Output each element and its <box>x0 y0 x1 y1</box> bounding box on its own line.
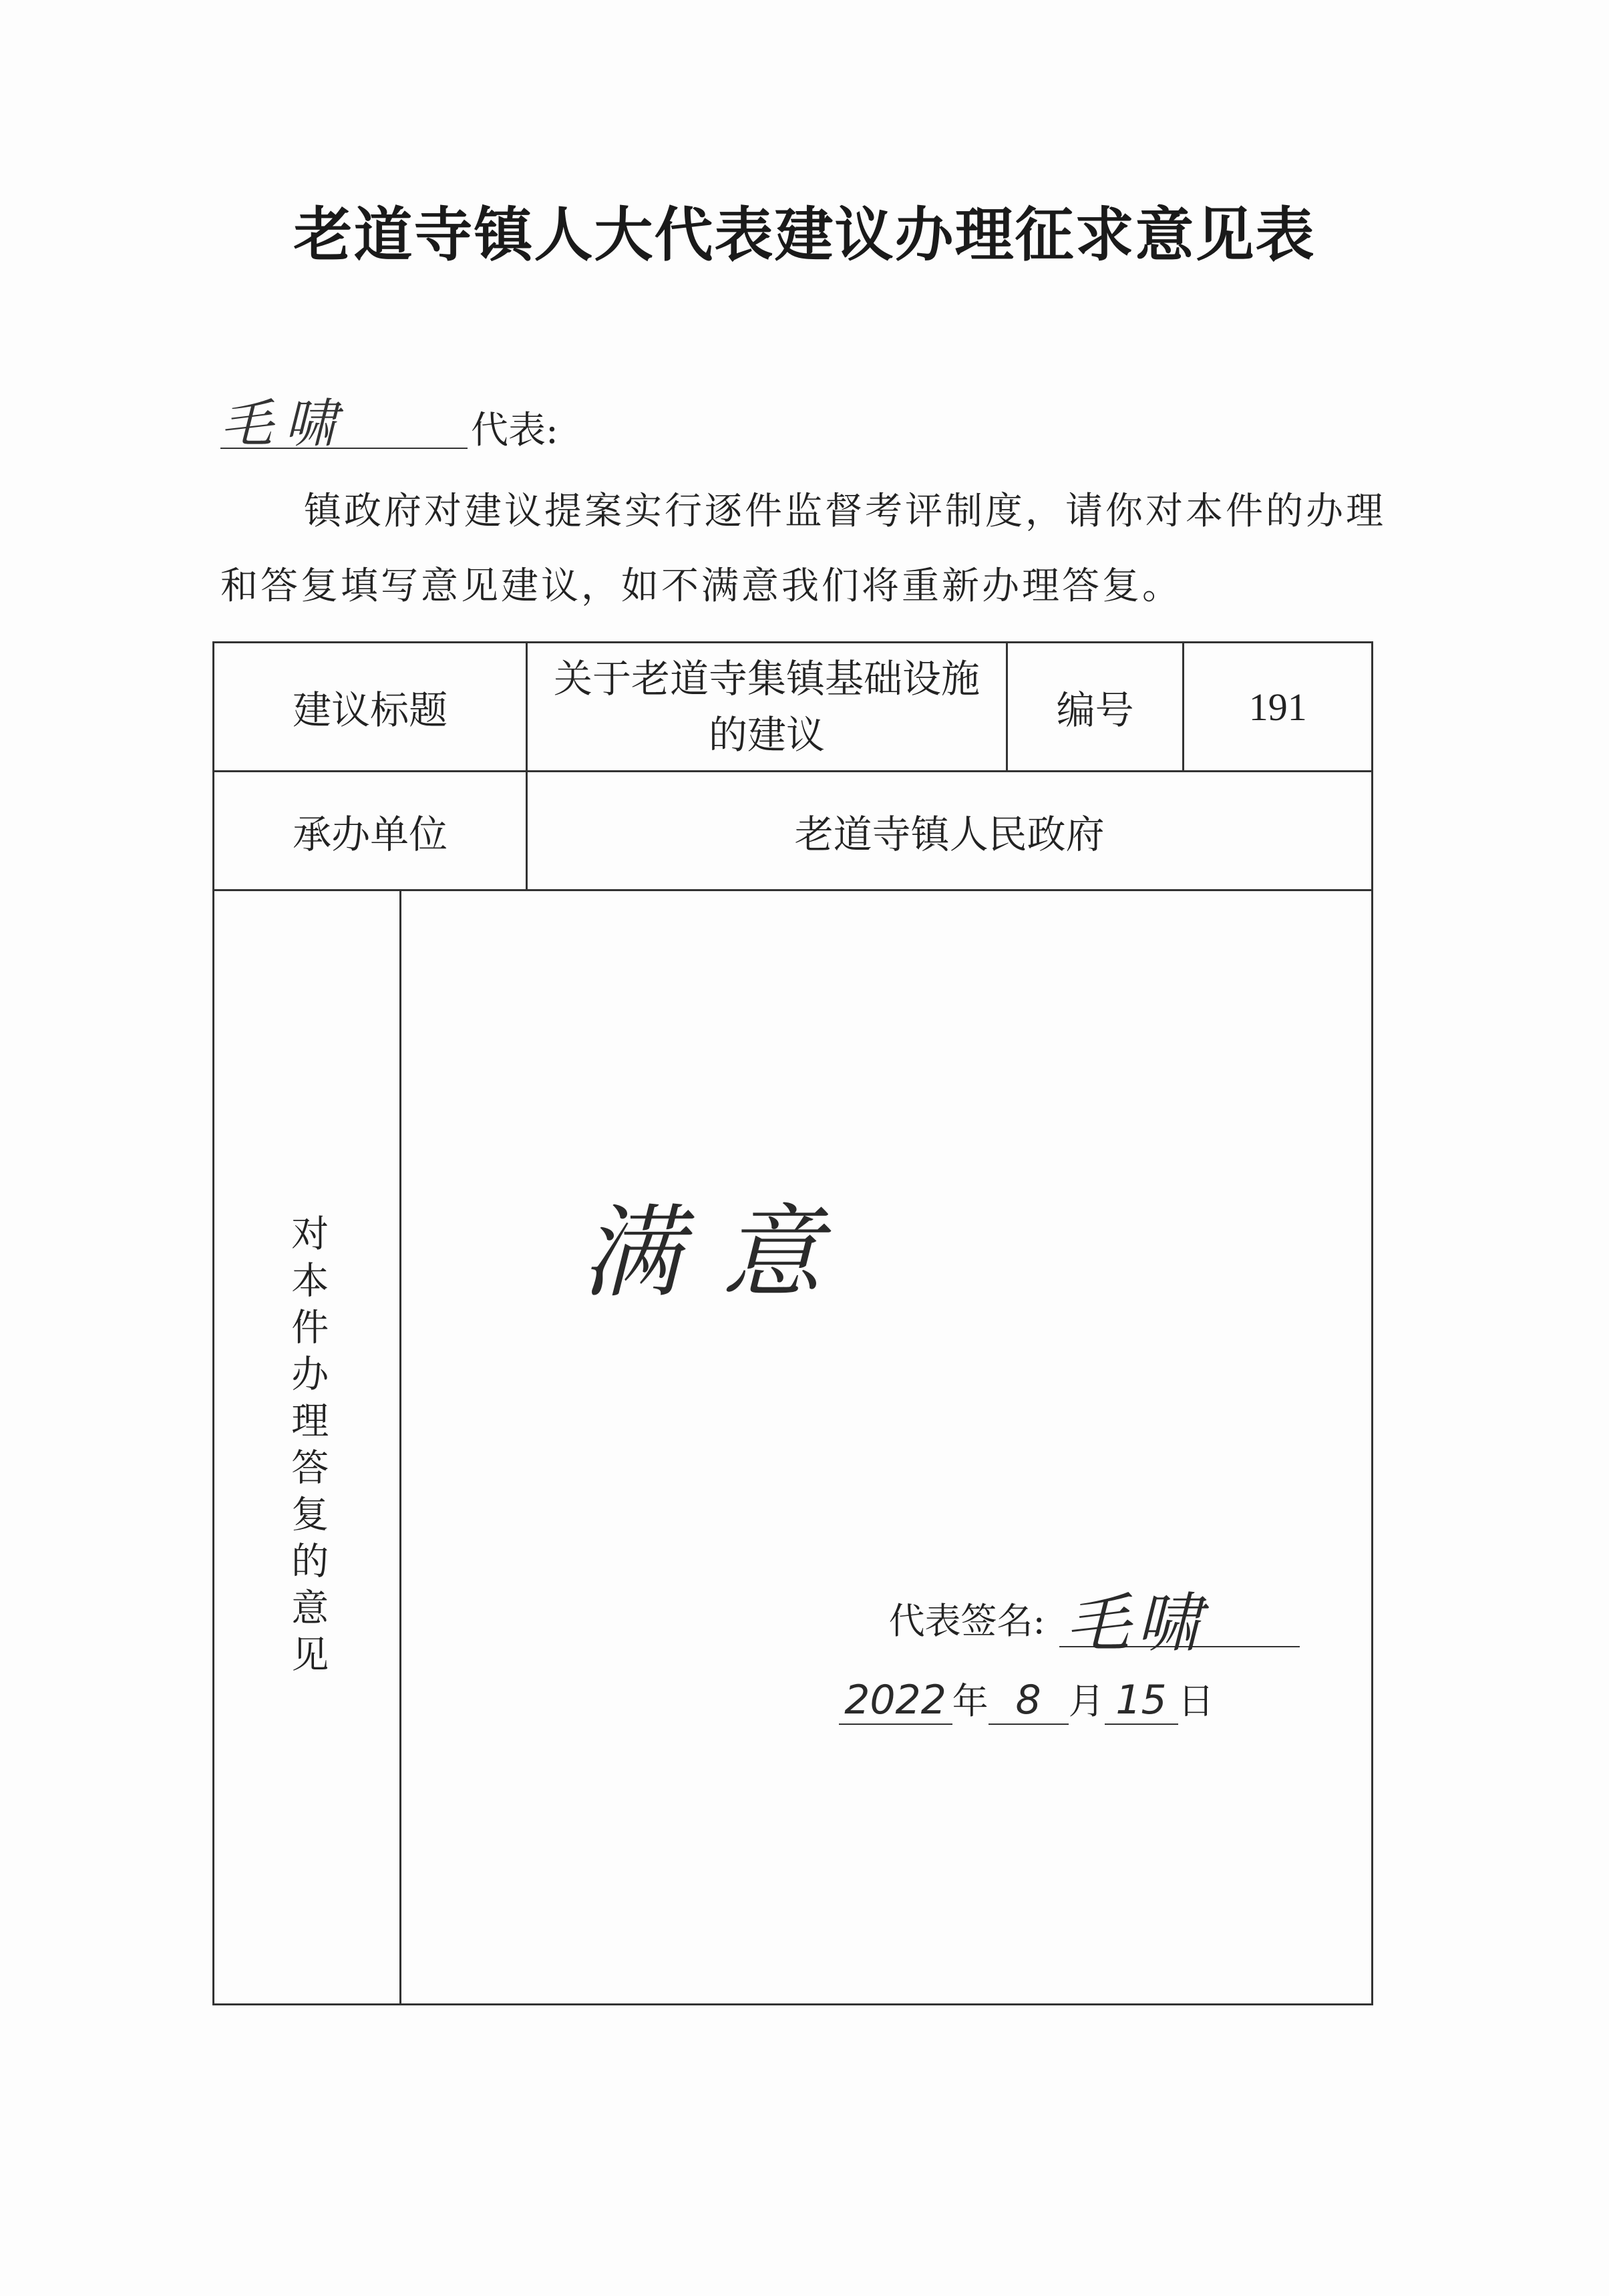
handwritten-opinion: 满意 <box>581 1195 862 1311</box>
handwritten-signature: 毛啸 <box>1065 1586 1208 1661</box>
date-day-suffix: 日 <box>1178 1680 1214 1722</box>
number-label: 编号 <box>1007 643 1184 772</box>
table-row <box>214 643 1373 772</box>
handling-unit-label: 承办单位 <box>214 772 527 890</box>
intro-paragraph: 镇政府对建议提案实行逐件监督考评制度，请你对本件的办理和答复填写意见建议，如不满意我们将重新办理答复。 <box>220 490 1386 608</box>
table-row <box>214 890 1373 2005</box>
form-title: 老道寺镇人大代表建议办理征求意见表 <box>293 200 1316 269</box>
opinion-form-table <box>212 641 1373 2005</box>
opinion-content-cell <box>400 890 1372 2005</box>
date-day: 15 <box>1105 1677 1178 1725</box>
suggestion-title-value: 关于老道寺集镇基础设施的建议 <box>527 643 1007 772</box>
date-month-suffix: 月 <box>1068 1680 1105 1722</box>
handling-unit-value: 老道寺镇人民政府 <box>527 772 1373 890</box>
number-value: 191 <box>1184 643 1373 772</box>
date-year-suffix: 年 <box>952 1680 989 1722</box>
signature-label: 代表签名: <box>888 1600 1045 1642</box>
representative-label: 代表: <box>471 409 558 452</box>
suggestion-title-label: 建议标题 <box>214 643 527 772</box>
table-row <box>214 772 1373 890</box>
opinion-label: 对本件办理答复的意见 <box>285 1213 329 1681</box>
signature-date <box>839 1673 1214 1725</box>
opinion-label-cell <box>214 890 401 2005</box>
representative-handwritten-name: 毛啸 <box>220 394 349 454</box>
date-year: 2022 <box>839 1677 952 1725</box>
date-month: 8 <box>989 1677 1069 1725</box>
